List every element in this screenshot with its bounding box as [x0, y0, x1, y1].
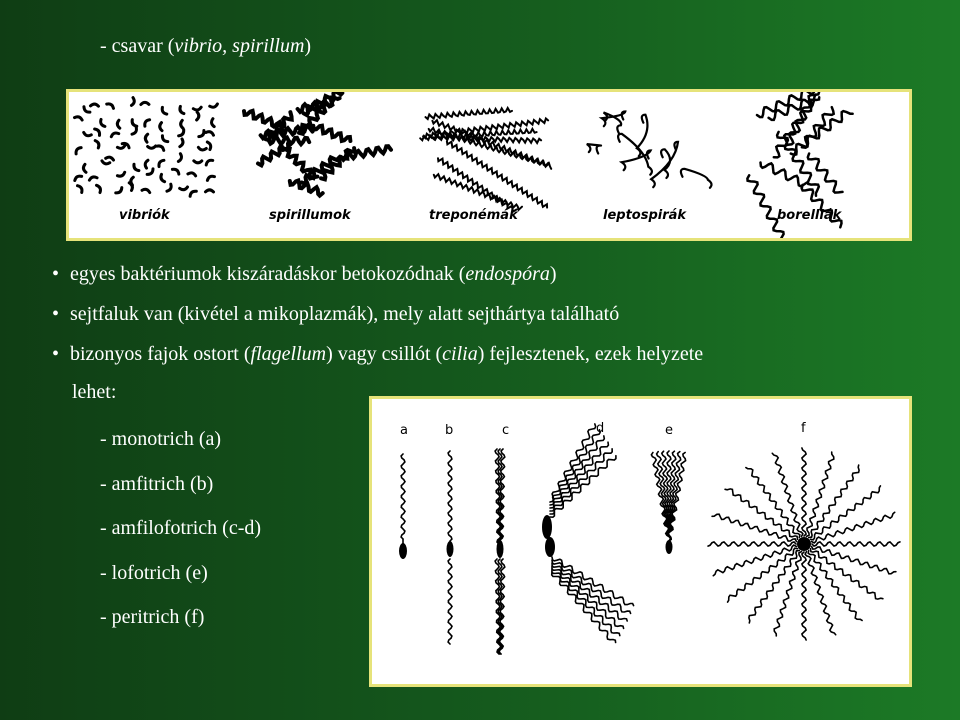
- bullet-text: egyes baktériumok kiszáradáskor betokozódnak (: [70, 263, 466, 285]
- bullet-item-endospore: [52, 262, 557, 286]
- bullet-text-end: ): [549, 263, 557, 285]
- bullet-text: bizonyos fajok ostort (: [70, 343, 251, 365]
- sub-item-peritrich: - peritrich (f): [100, 606, 205, 628]
- bullet-text-mid: ) vagy csillót (: [326, 343, 443, 365]
- flagella-label-c: c: [502, 423, 510, 438]
- header-text-end: ): [304, 35, 312, 57]
- flagella-type-f-drawing: [708, 448, 900, 640]
- flagella-label-f: f: [801, 421, 806, 436]
- flagella-type-a-drawing: [399, 454, 407, 559]
- caption-vibrio: vibriók: [119, 208, 170, 223]
- sub-item-lofotrich: - lofotrich (e): [100, 562, 208, 584]
- flagella-label-d: d: [596, 421, 605, 436]
- header-line: [100, 34, 311, 58]
- sub-item-amfilofotrich: - amfilofotrich (c-d): [100, 517, 262, 539]
- bullet-text-end: ) fejlesztenek, ezek helyzete: [477, 343, 704, 365]
- flagella-label-a: a: [400, 423, 408, 438]
- vibrio-drawing: [75, 98, 218, 197]
- flagella-type-c-drawing: [495, 449, 505, 654]
- caption-leptospira: leptospirák: [603, 208, 687, 223]
- header-dash: -: [100, 35, 107, 57]
- header-italic: vibrio, spirillum: [174, 35, 305, 57]
- flagella-label-b: b: [445, 423, 454, 438]
- bullet-dot-icon: •: [52, 303, 60, 325]
- flagella-type-e-drawing: [651, 451, 685, 554]
- bullet-continuation: lehet:: [72, 381, 117, 403]
- bullet-italic-2: cilia: [442, 343, 478, 365]
- flagella-types-figure: [369, 396, 912, 687]
- bullet-dot-icon: •: [52, 343, 60, 365]
- flagella-type-b-drawing: [447, 451, 454, 644]
- caption-spirillum: spirillumok: [269, 208, 351, 223]
- sub-item-monotrich: - monotrich (a): [100, 428, 222, 450]
- bullet-item-flagellum: [52, 342, 703, 366]
- bacteria-shapes-figure: [66, 89, 912, 241]
- caption-borrelia: borelliák: [777, 208, 842, 223]
- bullet-text: sejtfaluk van (kivétel a mikoplazmák), mely alatt sejthártya található: [70, 303, 620, 325]
- bullet-italic: endospóra: [465, 263, 550, 285]
- caption-treponema: treponémák: [429, 208, 518, 223]
- flagella-drawings: [372, 399, 909, 684]
- spirillum-drawing: [244, 92, 391, 196]
- sub-item-amfitrich: - amfitrich (b): [100, 473, 214, 495]
- flagella-type-d-drawing: [542, 424, 634, 643]
- bullet-item-cell-wall: [52, 302, 619, 326]
- bullet-dot-icon: •: [52, 263, 60, 285]
- treponema-drawing: [420, 108, 551, 212]
- header-text: csavar (: [111, 35, 175, 57]
- flagella-label-e: e: [665, 423, 673, 438]
- bullet-italic: flagellum: [250, 343, 327, 365]
- leptospira-drawing: [587, 112, 712, 188]
